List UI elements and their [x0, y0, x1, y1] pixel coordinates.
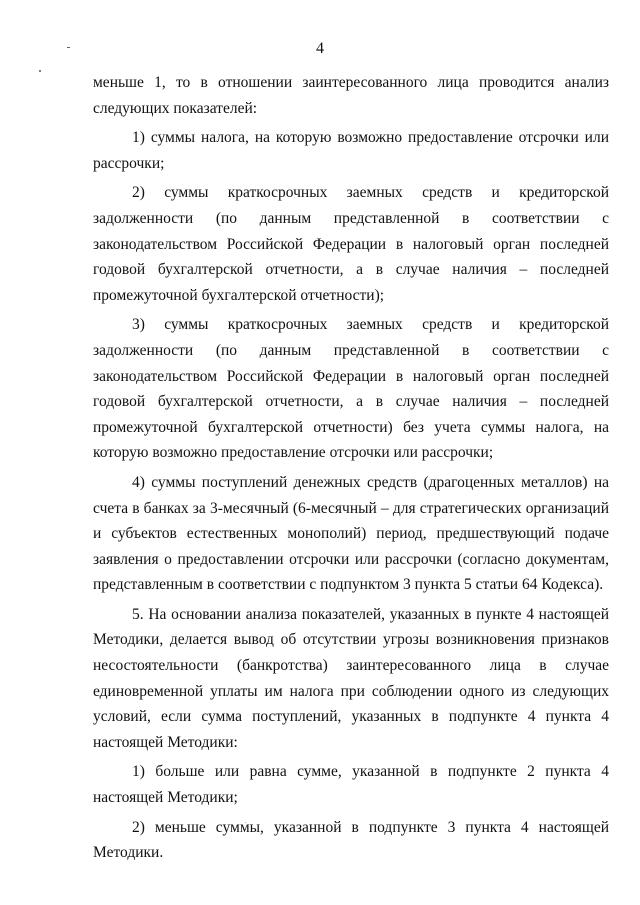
list-item-4: 4) суммы поступлений денежных средств (драгоценных металлов) на счета в банках за 3-месячный (6-месячный – для стратегических организаций и субъектов естественных монополий) период, предшествующий подаче заявления о предоставлении отсрочки или рассрочки (согласно документам, представленным в соответствии с подпунктом 3 пункта 5 статьи 64 Кодекса). [93, 473, 609, 594]
page-number: 4 [316, 40, 324, 57]
condition-2: 2) меньше суммы, указанной в подпункте 3 пункта 4 настоящей Методики. [93, 818, 609, 862]
list-item-1: 1) суммы налога, на которую возможно предоставление отсрочки или рассрочки; [93, 129, 609, 172]
list-item-3: 3) суммы краткосрочных заемных средств и кредиторской задолженности (по данным представленной в соответствии с законодательством Российской Федерации в налоговый орган последней годовой бухгалтерской отчетности, а в случае наличия – последней промежуточной бухгалтерской отчетности) без учета суммы налога, на которую возможно предоставление отсрочки или рассрочки; [93, 316, 609, 462]
paragraph-5: 5. На основании анализа показателей, указанных в пункте 4 настоящей Методики, делается вывод об отсутствии угрозы возникновения признаков несостоятельности (банкротства) заинтересованного лица в случае единовременной уплаты им налога при соблюдении одного из следующих условий, если сумма поступлений, указанных в подпункте 4 пункта 4 настоящей Методики: [93, 605, 609, 751]
scan-speck [39, 70, 41, 72]
list-item-2: 2) суммы краткосрочных заемных средств и кредиторской задолженности (по данным представленной в соответствии с законодательством Российской Федерации в налоговый орган последней годовой бухгалтерской отчетности, а в случае наличия – последней промежуточной бухгалтерской отчетности); [93, 184, 609, 304]
paragraph-continuation: меньше 1, то в отношении заинтересованного лица проводится анализ следующих показателей: [93, 74, 609, 117]
document-body [93, 70, 609, 866]
condition-1: 1) больше или равна сумме, указанной в подпункте 2 пункта 4 настоящей Методики; [93, 763, 609, 807]
scan-speck [67, 47, 70, 48]
